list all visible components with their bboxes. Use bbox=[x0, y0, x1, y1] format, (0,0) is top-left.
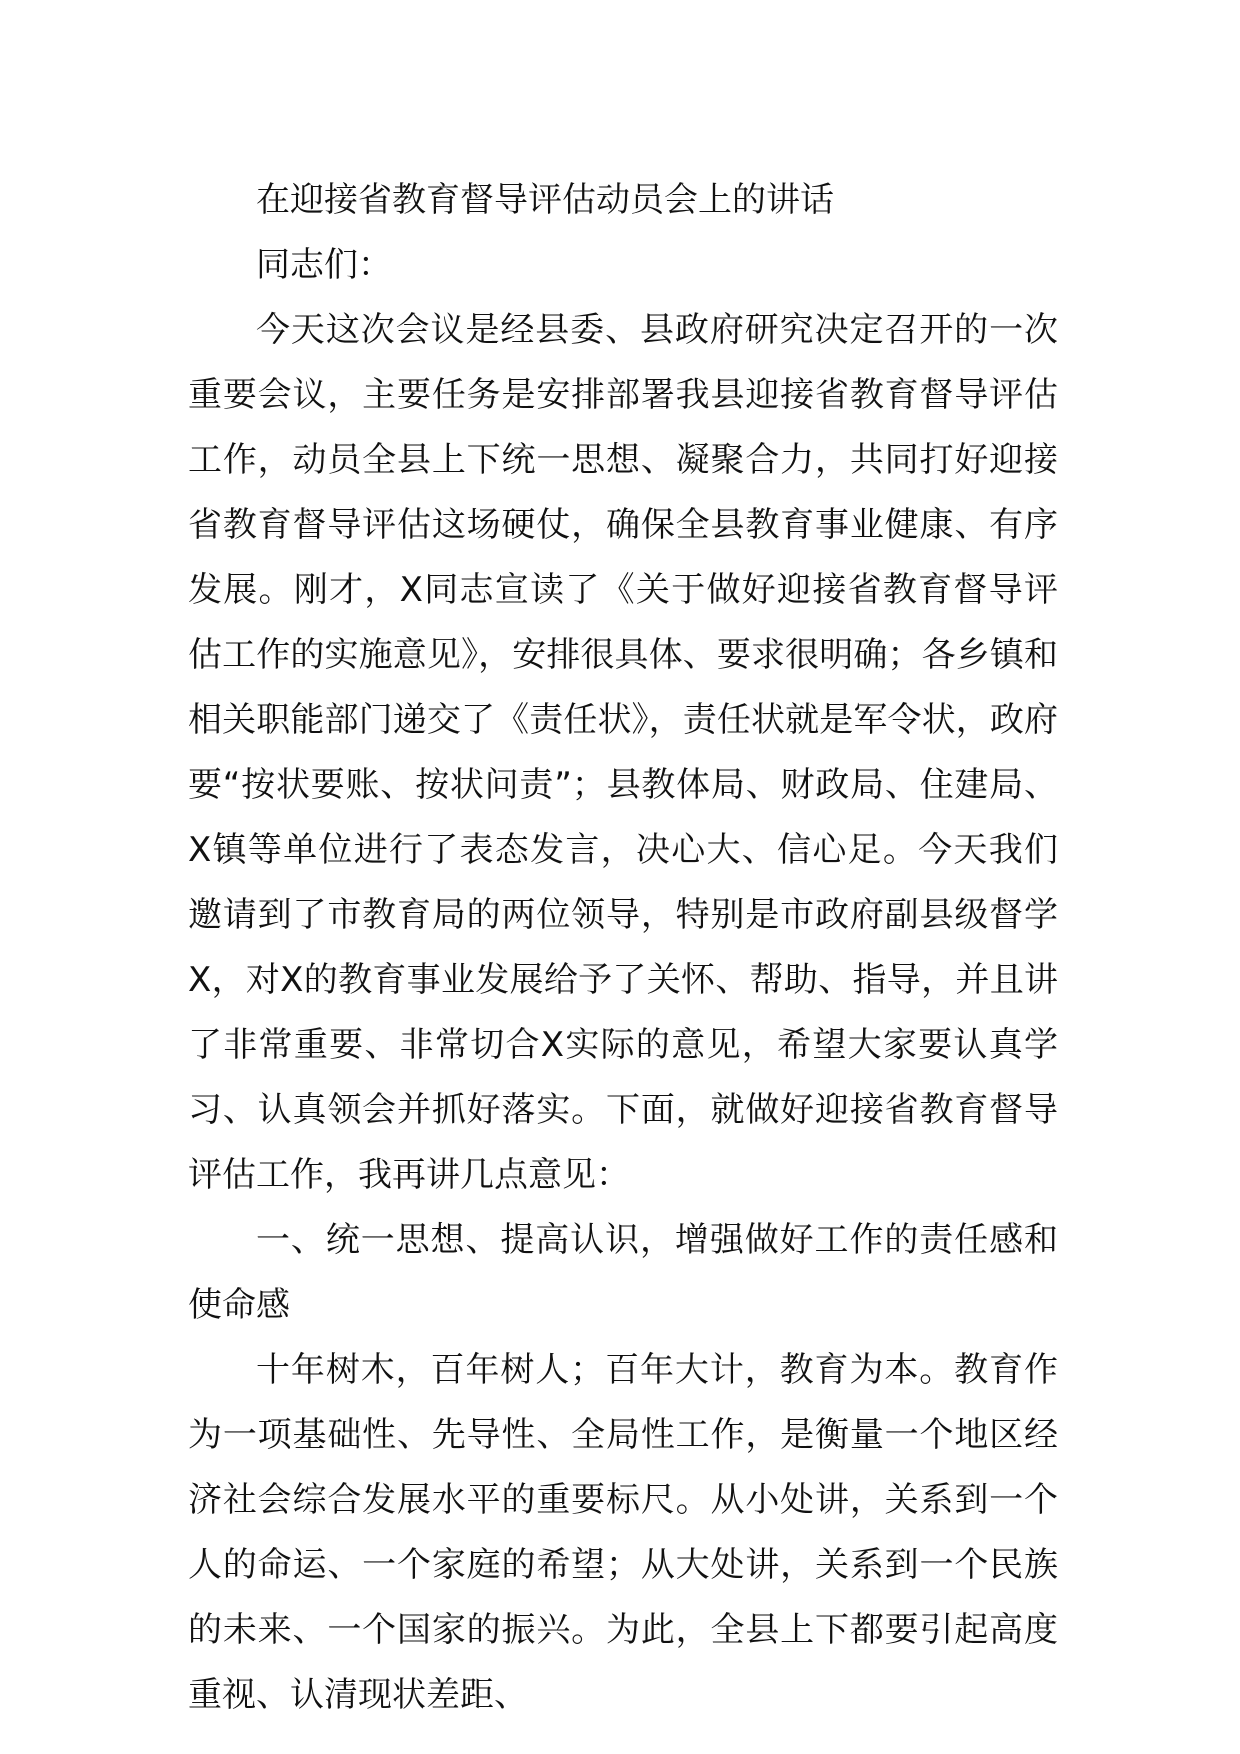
section-heading-1: 一、统一思想、提高认识，增强做好工作的责任感和使命感 bbox=[188, 1220, 1058, 1325]
document-title: 在迎接省教育督导评估动员会上的讲话 bbox=[256, 180, 834, 220]
document-body bbox=[188, 168, 1058, 1728]
salutation: 同志们： bbox=[256, 245, 392, 285]
paragraph-intro: 今天这次会议是经县委、县政府研究决定召开的一次重要会议，主要任务是安排部署我县迎接省教育督导评估工作，动员全县上下统一思想、凝聚合力，共同打好迎接省教育督导评估这场硬仗，确保全县教育事业健康、有序发展。刚才，X同志宣读了《关于做好迎接省教育督导评估工作的实施意见》，安排很具体、要求很明确；各乡镇和相关职能部门递交了《责任状》，责任状就是军令状，政府要“按状要账、按状问责”；县教体局、财政局、住建局、X镇等单位进行了表态发言，决心大、信心足。今天我们邀请到了市教育局的两位领导，特别是市政府副县级督学X，对X的教育事业发展给予了关怀、帮助、指导，并且讲了非常重要、非常切合X实际的意见，希望大家要认真学习、认真领会并抓好落实。下面，就做好迎接省教育督导评估工作，我再讲几点意见： bbox=[188, 310, 1058, 1195]
paragraph-section-1: 十年树木，百年树人；百年大计，教育为本。教育作为一项基础性、先导性、全局性工作，是衡量一个地区经济社会综合发展水平的重要标尺。从小处讲，关系到一个人的命运、一个家庭的希望；从大处讲，关系到一个民族的未来、一个国家的振兴。为此，全县上下都要引起高度重视、认清现状差距、 bbox=[188, 1350, 1058, 1715]
